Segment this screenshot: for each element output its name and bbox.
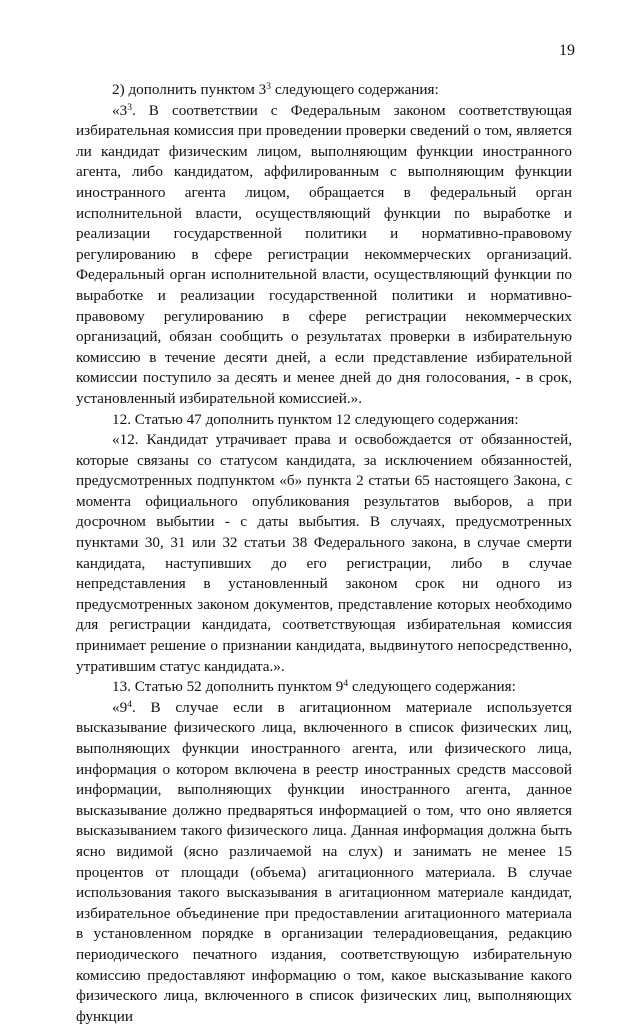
paragraph-clause-9-4: «$9^4$. В случае если в агитационном материале используется высказывание физического лица, включенного в список физических лиц, выполняющих функции иностранного агента, или физического лица, информация о котором включена в реестр иностранных средств массовой информации, выполняющих функции иностранного агента, данное высказывание должно предваряться информацией о том, что оно является высказыванием такого физического лица. Данная информация должна быть ясно видимой (ясно различаемой на слух) и занимать не менее 15 процентов от площади (объема) агитационного материала. В случае использования такого высказывания в агитационном материале кандидат, избирательное объединение при предоставлении агитационного материала в установленном порядке в организации телерадиовещания, редакцию периодического печатного издания, соответствующую избирательную комиссию предоставляют информацию о том, какое высказывание какого физического лица, включенного в список физических лиц, выполняющих функции bbox=[76, 698, 572, 1025]
document-body bbox=[76, 80, 572, 1027]
paragraph-article-52-intro: 13. Статью 52 дополнить пунктом $9^4$ следующего содержания: bbox=[112, 678, 516, 696]
paragraph-clause-3-3: «$3^3$. В соответствии с Федеральным законом соответствующая избирательная комиссия при проведении проверки сведений о том, является ли кандидат физическим лицом, выполняющим функции иностранного агента, либо кандидатом, аффилированным с выполняющим функции иностранного агента лицом, обращается в федеральный орган исполнительной власти, осуществляющий функции по выработке и реализации государственной политики и нормативно-правовому регулированию в сфере регистрации некоммерческих организаций. Федеральный орган исполнительной власти, осуществляющий функции по выработке и реализации государственной политики и нормативно-правовому регулированию в сфере регистрации некоммерческих организаций, обязан сообщить о результатах проверки в избирательную комиссию в течение десяти дней, а если представление избирательной комиссии поступило за десять и менее дней до дня голосования, - в срок, установленный избирательной комиссией.». bbox=[76, 101, 572, 407]
paragraph-amendment-2-intro: 2) дополнить пунктом $3^3$ следующего содержания: bbox=[112, 81, 439, 98]
page-number: 19 bbox=[559, 42, 575, 59]
paragraph-clause-12: «12. Кандидат утрачивает права и освобождается от обязанностей, которые связаны со статусом кандидата, за исключением обязанностей, предусмотренных подпунктом «б» пункта 2 статьи 65 настоящего Закона, с момента официального опубликования результатов выборов, а при досрочном выбытии - с даты выбытия. В случаях, предусмотренных пунктами 30, 31 или 32 статьи 38 Федерального закона, в случае смерти кандидата, наступивших до его регистрации, либо в случае непредставления в установленный законом срок ни одного из предусмотренных законом документов, представление которых необходимо для регистрации кандидата, соответствующая избирательная комиссия принимает решение о признании кандидата, выдвинутого непосредственно, утратившим статус кандидата.». bbox=[76, 431, 572, 675]
paragraph-article-47-intro: 12. Статью 47 дополнить пунктом 12 следующего содержания: bbox=[112, 410, 519, 428]
